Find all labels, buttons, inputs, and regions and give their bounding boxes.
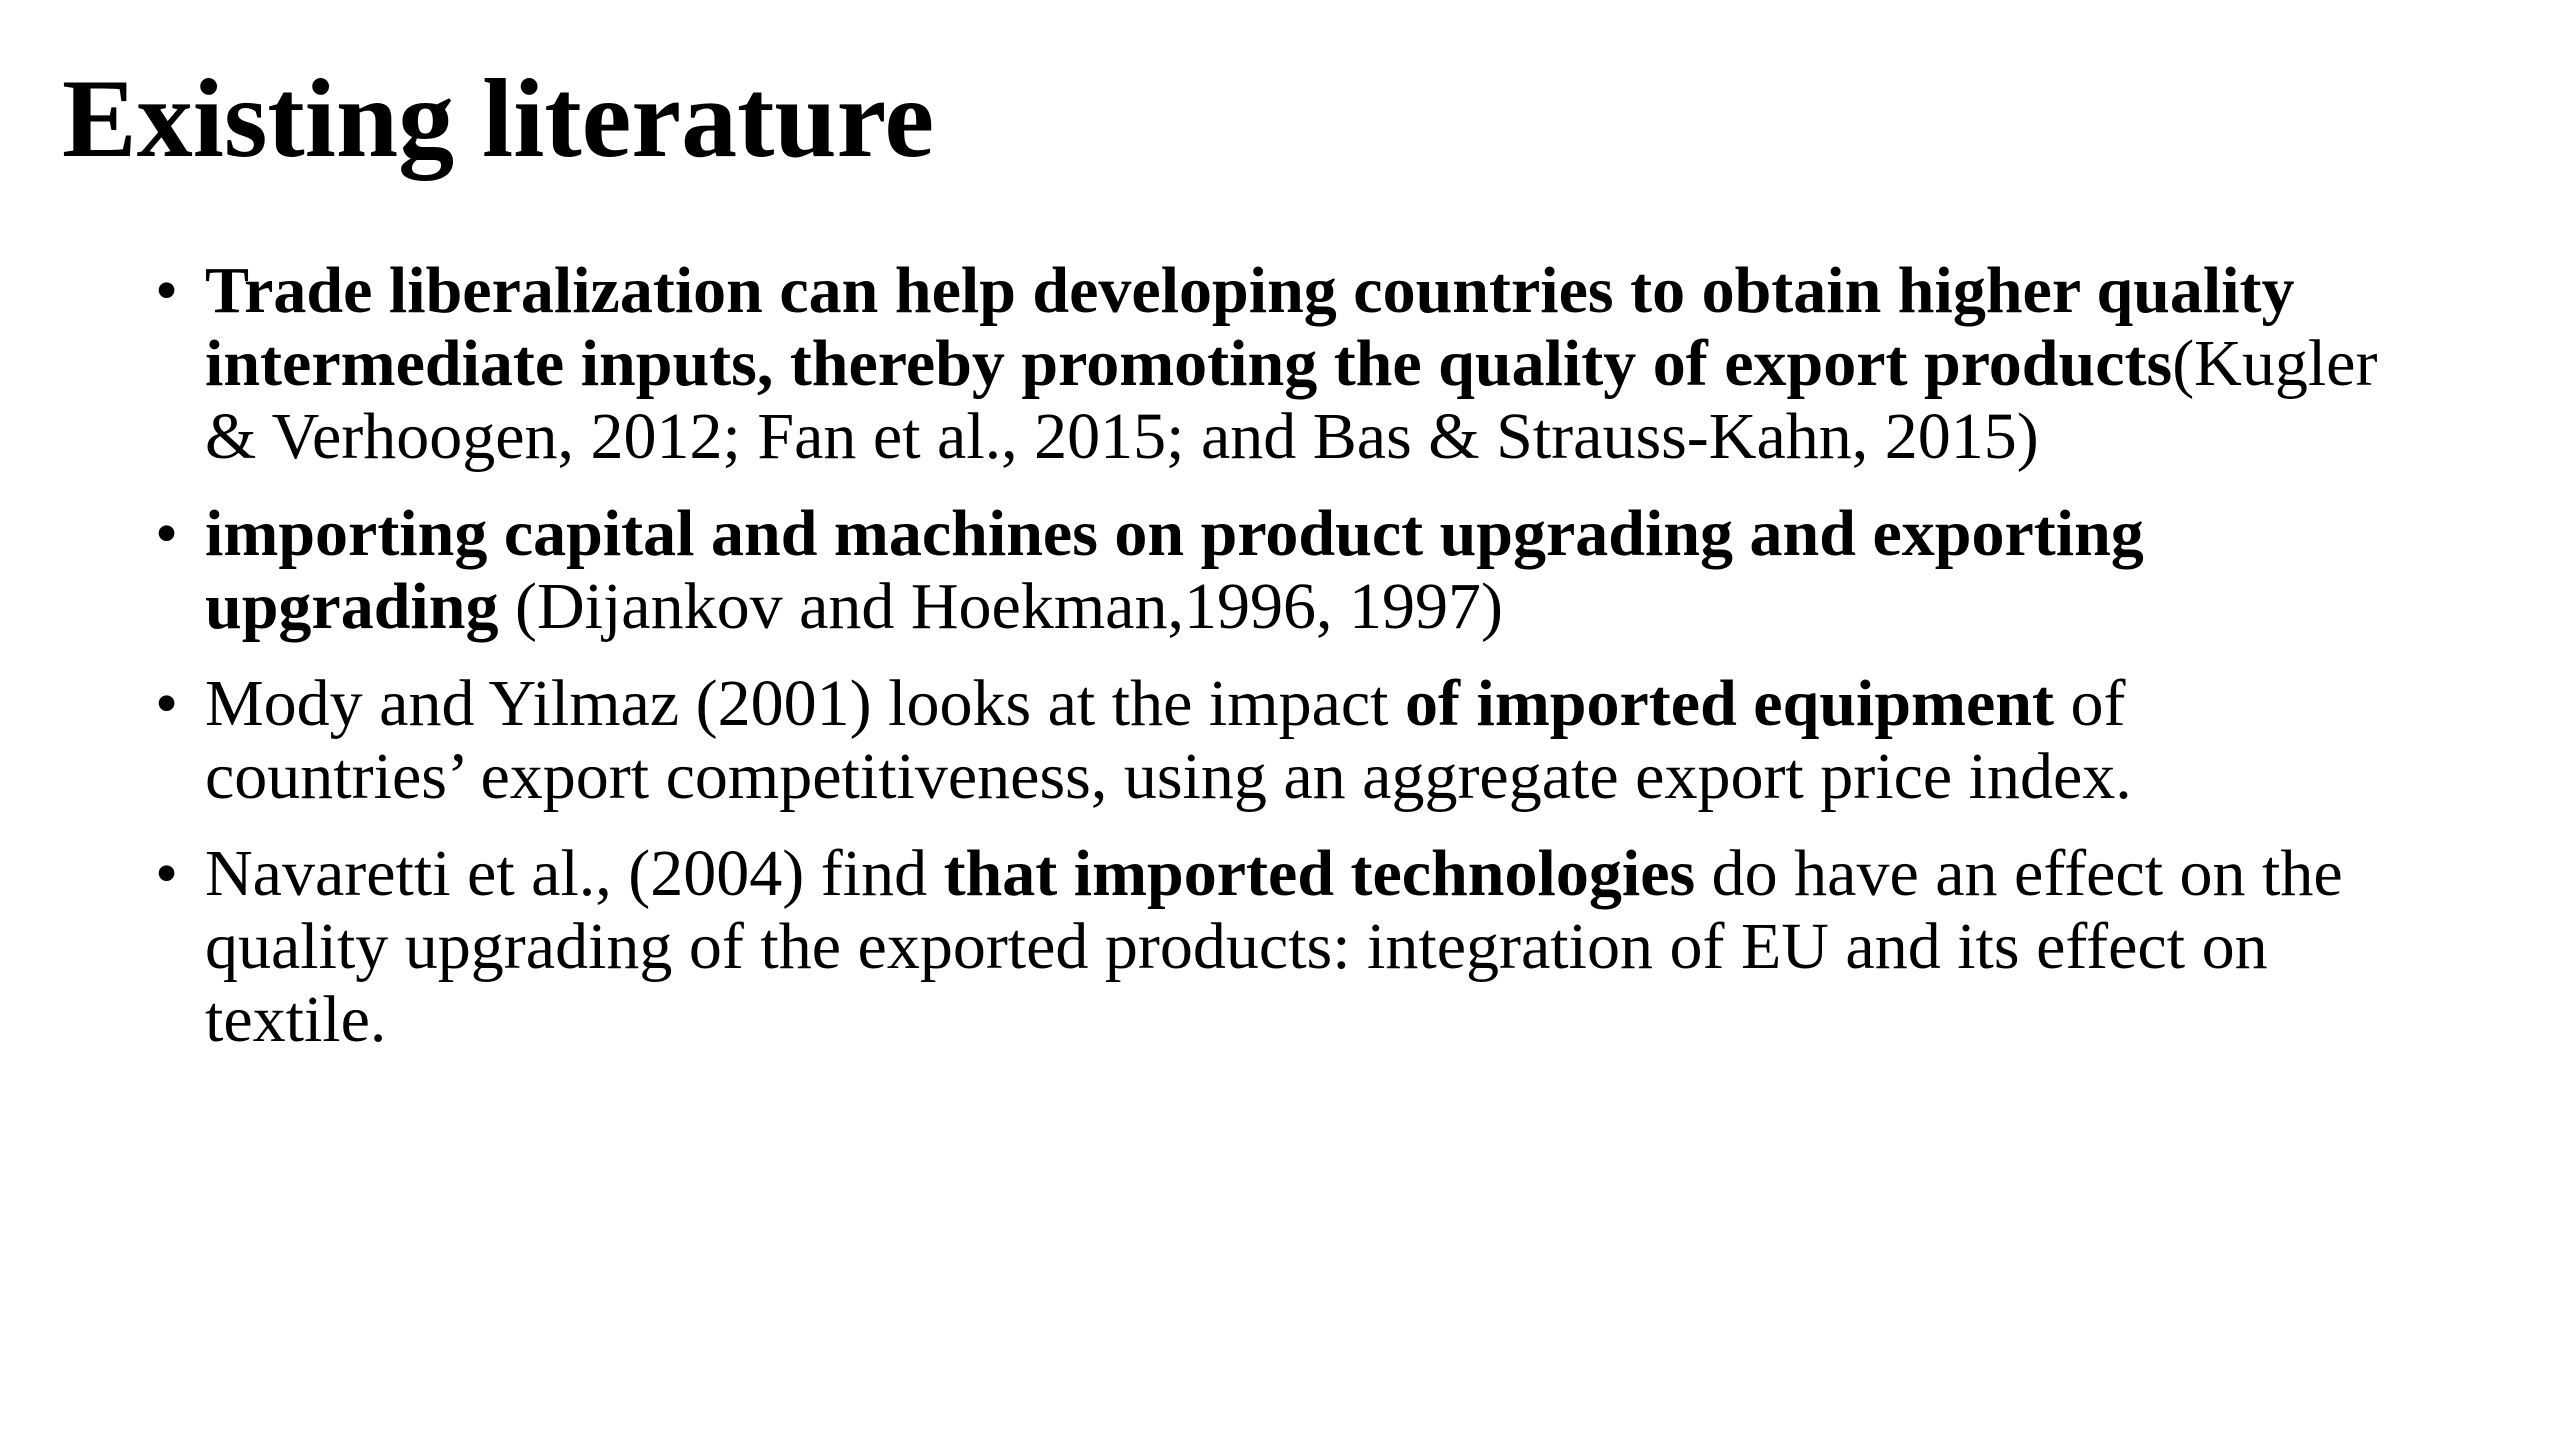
bullet-icon: • — [155, 837, 179, 910]
bullet-text-bold: of imported equipment — [1405, 667, 2054, 740]
bullet-citation: (Dijankov and Hoekman,1996, 1997) — [498, 570, 1503, 643]
bullet-item-importing-capital — [155, 497, 2385, 643]
bullet-text: of countries’ export competitiveness, using an aggregate export price index. — [205, 667, 2132, 813]
bullet-text: Navaretti et al., (2004) find — [205, 837, 944, 910]
bullet-item-navaretti — [155, 837, 2385, 1056]
bullet-text: do have an effect on the quality upgrading of the exported products: integration of EU and its effect on textile. — [205, 837, 2343, 1056]
bullet-text-bold: Trade liberalization can help developing countries to obtain higher quality intermediate inputs, thereby promoting the quality of export products — [205, 254, 2295, 400]
bullet-text: Mody and Yilmaz (2001) looks at the impact — [205, 667, 1405, 740]
bullet-item-mody-yilmaz — [155, 667, 2385, 813]
bullet-text-bold: that imported technologies — [943, 837, 1696, 910]
bullet-citation: (Kugler & Verhoogen, 2012; Fan et al., 2015; and Bas & Strauss-Kahn, 2015) — [205, 327, 2378, 473]
bullet-text-bold: importing capital and machines on product upgrading and exporting upgrading — [205, 497, 2144, 643]
bullet-list — [155, 254, 2385, 1080]
bullet-item-trade-liberalization — [155, 254, 2385, 473]
bullet-icon: • — [155, 497, 179, 570]
slide-title: Existing literature — [62, 57, 935, 181]
bullet-icon: • — [155, 254, 179, 327]
bullet-icon: • — [155, 667, 179, 740]
